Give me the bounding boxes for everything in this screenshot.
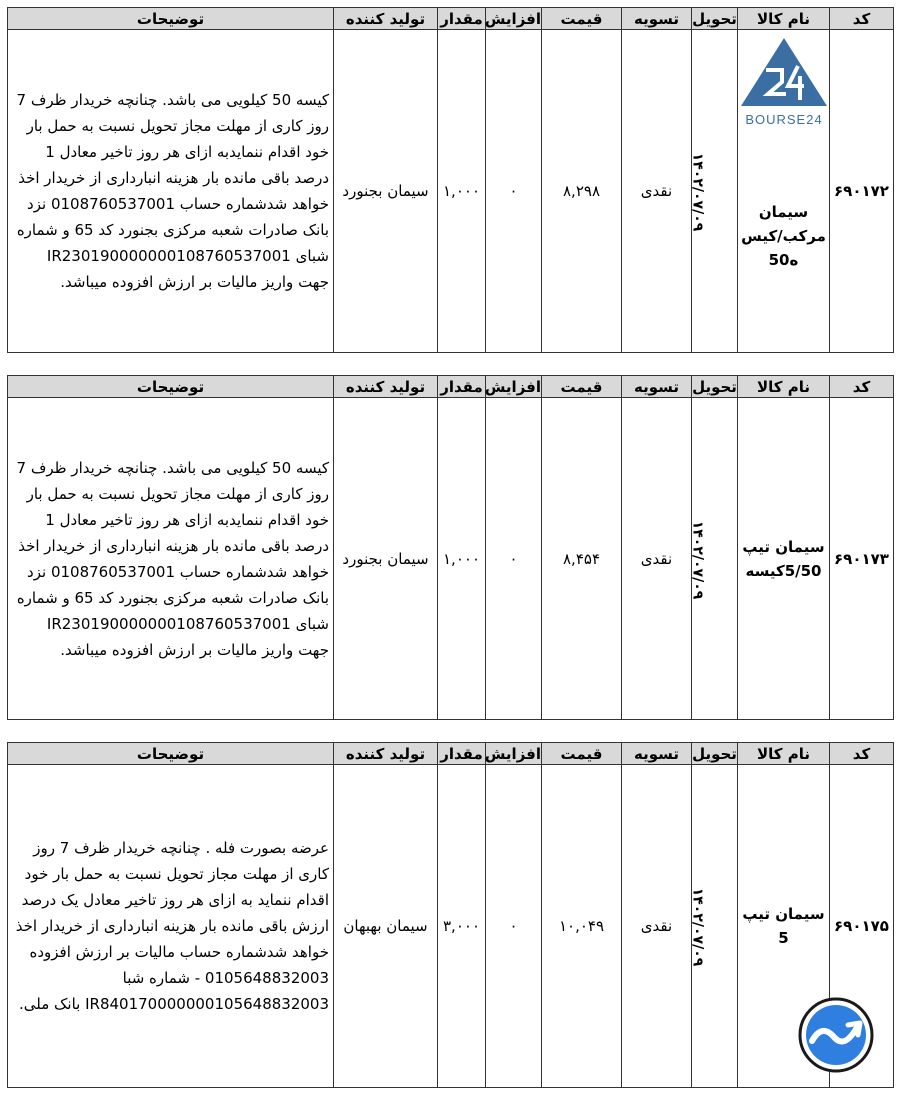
header-producer: تولید کننده [334,8,438,30]
table-row [8,765,894,1088]
product-code: ۶۹۰۱۷۵ [830,765,894,1088]
header-increase: افزایش [484,377,541,396]
header-name: نام کالا [738,376,830,398]
header-settlement: تسویه [622,8,692,30]
price: ۸,۴۵۴ [542,398,622,720]
description: عرضه بصورت فله . چنانچه خریدار ظرف 7 روز کاری از مهلت مجاز تحویل نسبت به حمل بار خود اقدام ننماید به ازای هر روز تاخیر معادل یک درصد ارزش باقی مانده بار هزینه انبارداری از خریدار اخذ خواهد شدشماره حساب مالیات بر ارزش افزوده 0105648832003 - شماره شبا IR840170000000105648832003 بانک ملی. [8,765,334,1088]
increase: ۰ [486,398,542,720]
quantity: ۳,۰۰۰ [438,765,486,1088]
product-name: سیمان تیپ 5 [738,765,830,1088]
table-header [8,8,894,30]
delivery-date-text: ۱۴۰۲/۰۷/۰۹ [689,152,706,232]
header-description: توضیحات [8,743,334,765]
header-increase: افزایش [484,744,541,763]
header-delivery: تحویل [692,377,737,396]
header-name: نام کالا [738,8,830,30]
header-description: توضیحات [8,376,334,398]
header-quantity: مقدار [438,743,486,765]
header-producer: تولید کننده [334,743,438,765]
product-name-text: سیمان مرکب/کیس ه50 [741,203,826,269]
header-price: قیمت [542,743,622,765]
header-quantity: مقدار [438,8,486,30]
product-name: سیمان تیپ 5/50کیسه [738,398,830,720]
header-settlement: تسویه [622,743,692,765]
product-code: ۶۹۰۱۷۲ [830,30,894,353]
header-settlement: تسویه [622,376,692,398]
delivery-date-text: ۱۴۰۲/۰۷/۰۹ [689,887,706,967]
description: کیسه 50 کیلویی می باشد. چنانچه خریدار ظرف 7 روز کاری از مهلت مجاز تحویل نسبت به حمل بار خود اقدام ننمایدبه ازای هر روز تاخیر معادل 1 درصد باقی مانده بار هزینه انبارداری از خریدار اخذ خواهد شدشماره حساب 0108760537001 نزد بانک صادرات شعبه مرکزی بجنورد کد 65 و شماره شبای IR230190000000108760537001 جهت واریز مالیات بر ارزش افزوده میباشد. [8,30,334,353]
delivery-date [689,30,738,353]
description: کیسه 50 کیلویی می باشد. چنانچه خریدار ظرف 7 روز کاری از مهلت مجاز تحویل نسبت به حمل بار خود اقدام ننمایدبه ازای هر روز تاخیر معادل 1 درصد باقی مانده بار هزینه انبارداری از خریدار اخذ خواهد شدشماره حساب 0108760537001 نزد بانک صادرات شعبه مرکزی بجنورد کد 65 و شماره شبای IR230190000000108760537001 جهت واریز مالیات بر ارزش افزوده میباشد. [8,398,334,720]
header-delivery: تحویل [692,9,737,28]
price: ۱۰,۰۴۹ [542,765,622,1088]
increase: ۰ [486,765,542,1088]
header-price: قیمت [542,376,622,398]
header-price: قیمت [542,8,622,30]
header-code: کد [830,743,894,765]
price: ۸,۲۹۸ [542,30,622,353]
header-quantity: مقدار [438,376,486,398]
offer-table-2 [7,375,894,720]
header-delivery: تحویل [692,744,737,763]
trend-logo [798,997,874,1073]
producer: سیمان بهبهان [334,765,438,1088]
bourse24-logo-text: BOURSE24 [745,112,823,127]
delivery-date [689,765,738,1088]
header-increase: افزایش [484,9,541,28]
settlement-type: نقدی [622,30,692,353]
producer: سیمان بجنورد [334,30,438,353]
header-producer: تولید کننده [334,376,438,398]
quantity: ۱,۰۰۰ [438,30,486,353]
producer: سیمان بجنورد [334,398,438,720]
header-name: نام کالا [738,743,830,765]
product-code: ۶۹۰۱۷۳ [830,398,894,720]
offer-table-3 [7,742,894,1088]
bourse24-logo [738,36,830,128]
header-code: کد [830,8,894,30]
table-header [8,376,894,398]
delivery-date-text: ۱۴۰۲/۰۷/۰۹ [689,520,706,599]
quantity: ۱,۰۰۰ [438,398,486,720]
settlement-type: نقدی [622,765,692,1088]
header-description: توضیحات [8,8,334,30]
delivery-date [689,398,738,720]
increase: ۰ [486,30,542,353]
table-header [8,743,894,765]
settlement-type: نقدی [622,398,692,720]
table-row [8,398,894,720]
header-code: کد [830,376,894,398]
